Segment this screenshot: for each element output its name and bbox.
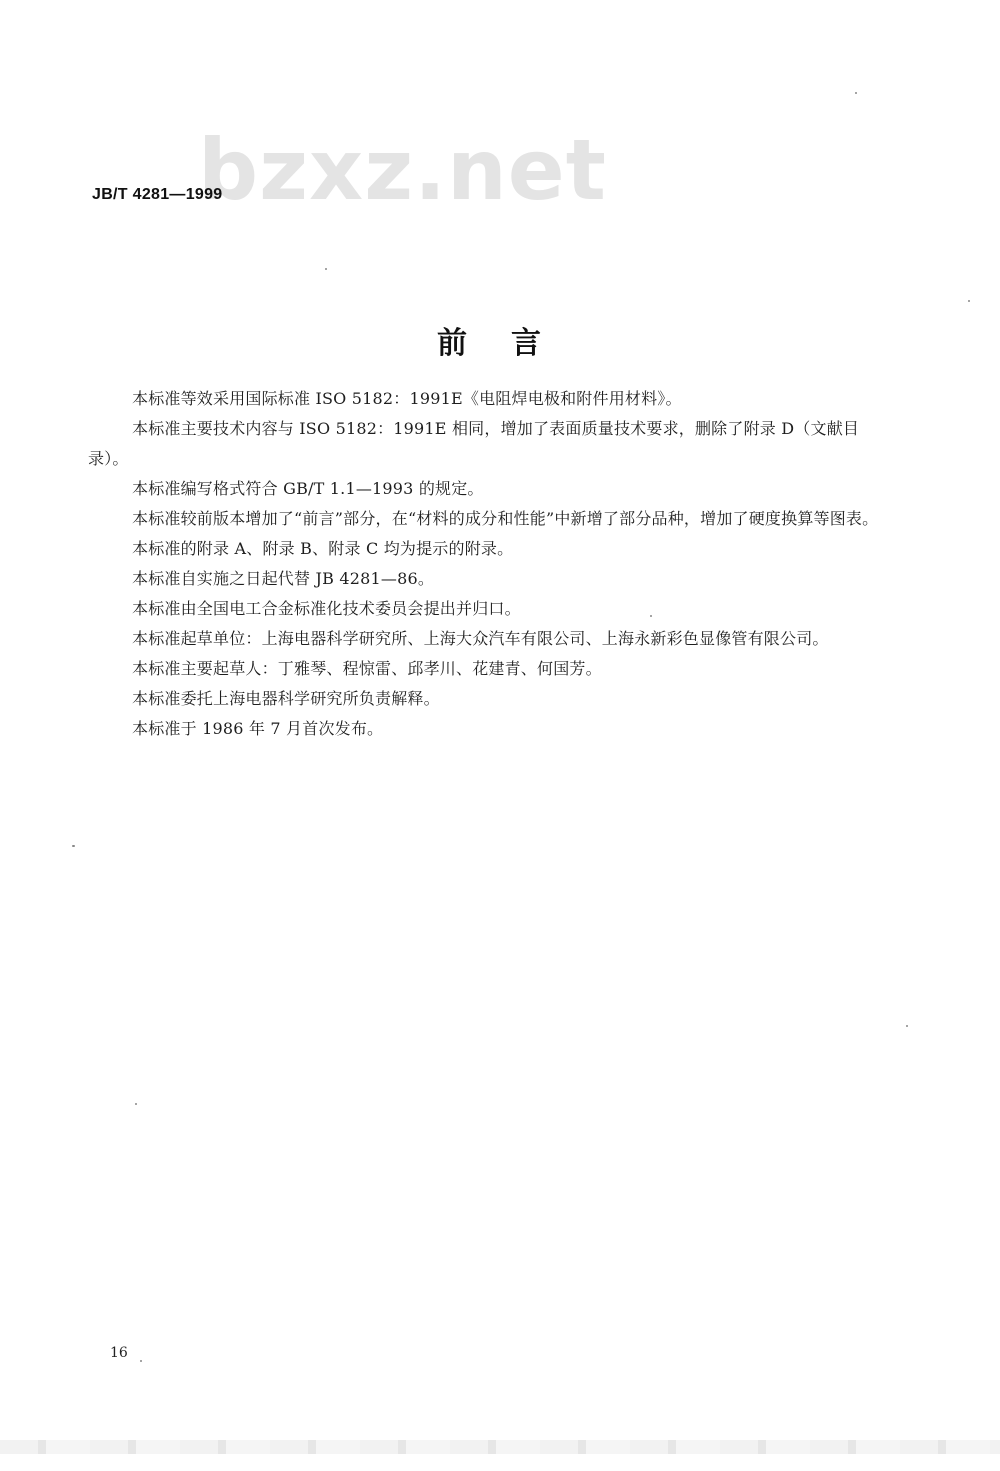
scan-speck <box>72 845 75 847</box>
page-number: 16 <box>110 1345 128 1361</box>
paragraph: 本标准由全国电工合金标准化技术委员会提出并归口。 <box>132 599 521 618</box>
scan-edge <box>0 1440 1000 1454</box>
paragraph: 本标准委托上海电器科学研究所负责解释。 <box>132 689 440 708</box>
scan-speck <box>650 615 652 617</box>
watermark-logo: bzxz.net <box>198 121 607 219</box>
paragraph: 本标准自实施之日起代替 JB 4281—86。 <box>132 569 435 588</box>
paragraph: 本标准于 1986 年 7 月首次发布。 <box>132 719 384 738</box>
paragraph: 本标准主要起草人：丁雅琴、程惊雷、邱孝川、花建青、何国芳。 <box>132 659 602 678</box>
paragraph: 本标准起草单位：上海电器科学研究所、上海大众汽车有限公司、上海永新彩色显像管有限公司。 <box>132 629 829 648</box>
paragraph: 本标准主要技术内容与 ISO 5182：1991E 相同，增加了表面质量技术要求，删除了附录 D（文献目录）。 <box>88 419 860 468</box>
page-title: 前言 <box>437 326 585 361</box>
paragraph: 本标准的附录 A、附录 B、附录 C 均为提示的附录。 <box>132 539 514 558</box>
scan-speck <box>968 300 970 302</box>
paragraph: 本标准编写格式符合 GB/T 1.1—1993 的规定。 <box>132 479 484 498</box>
standard-code: JB/T 4281—1999 <box>92 186 223 203</box>
foreword-body <box>88 384 888 744</box>
scan-speck <box>855 92 857 94</box>
scan-speck <box>140 1360 142 1362</box>
scan-speck <box>325 268 327 270</box>
scan-speck <box>906 1025 908 1027</box>
paragraph: 本标准等效采用国际标准 ISO 5182：1991E《电阻焊电极和附件用材料》。 <box>132 389 682 408</box>
scan-speck <box>135 1103 137 1105</box>
paragraph: 本标准较前版本增加了“前言”部分，在“材料的成分和性能”中新增了部分品种，增加了硬度换算等图表。 <box>132 509 879 528</box>
